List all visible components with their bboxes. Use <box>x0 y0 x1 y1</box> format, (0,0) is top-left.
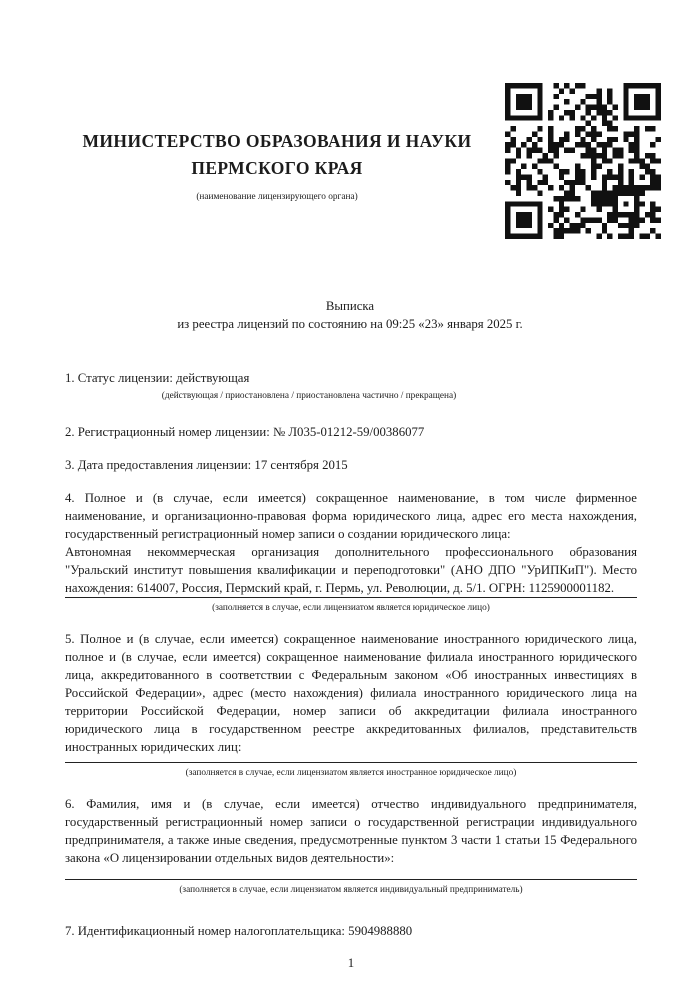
legal-entity-caption: (заполняется в случае, если лицензиатом является юридическое лицо) <box>212 603 490 613</box>
ministry-title-line1: МИНИСТЕРСТВО ОБРАЗОВАНИЯ И НАУКИ <box>82 131 472 151</box>
legal-entity-heading: 4. Полное и (в случае, если имеется) сокращенное наименование, в том числе фирменное наименование, и организационно-правовая форма юридического лица, адрес его места нахождения, государственный регистрационный номер записи о создании юридического лица: <box>65 491 637 541</box>
grant-date: 3. Дата предоставления лицензии: 17 сентября 2015 <box>65 458 348 472</box>
fill-line-entrepreneur <box>65 879 637 880</box>
license-status: 1. Статус лицензии: действующая <box>65 371 250 385</box>
legal-entity-details: Автономная некоммерческая организация дополнительного профессионального образования "Уральский институт повышения квалификации и переподготовки" (АНО ДПО "УрИПКиП"). Место нахождения: 614007, Россия, Пермский край, г. Пермь, ул. Революции, д. 5/1. ОГРН: 1125900001182. <box>65 545 637 595</box>
ministry-header <box>65 0 489 203</box>
registration-number: 2. Регистрационный номер лицензии: № Л035-01212-59/00386077 <box>65 425 425 439</box>
document-title <box>0 297 700 333</box>
document-title-line1: Выписка <box>325 299 375 313</box>
foreign-entity-caption: (заполняется в случае, если лицензиатом является иностранное юридическое лицо) <box>185 768 517 778</box>
entrepreneur-heading: 6. Фамилия, имя и (в случае, если имеется) отчество индивидуального предпринимателя, государственный регистрационный номер записи о государственной регистрации индивидуального предпринимателя, а также иные сведения, предусмотренные пунктом 3 части 1 статьи 15 Федерального закона «О лицензировании отдельных видов деятельности»: <box>65 797 637 865</box>
ministry-title-line2: ПЕРМСКОГО КРАЯ <box>191 158 363 178</box>
fill-line-foreign-entity <box>65 762 637 763</box>
status-options-caption: (действующая / приостановлена / приостановлена частично / прекращена) <box>161 391 457 401</box>
taxpayer-id: 7. Идентификационный номер налогоплательщика: 5904988880 <box>65 924 413 938</box>
document-body <box>65 369 637 972</box>
ministry-subtitle: (наименование лицензирующего органа) <box>196 192 358 202</box>
document-title-line2: из реестра лицензий по состоянию на 09:25 «23» января 2025 г. <box>177 317 523 331</box>
fill-line-legal-entity <box>65 597 637 598</box>
foreign-entity-heading: 5. Полное и (в случае, если имеется) сокращенное наименование иностранного юридического лица, полное и (в случае, если имеется) сокращенное наименование филиала иностранного юридического лица, аккредитованного в соответствии с Федеральным законом «Об иностранных инвестициях в Российской Федерации», адрес (место нахождения) филиала иностранного юридического лица на территории Российской Федерации, номер записи об аккредитации филиала иностранного юридического лица в государственном реестре аккредитованных филиалов, представительств иностранных юридических лиц: <box>65 632 637 754</box>
entrepreneur-caption: (заполняется в случае, если лицензиатом является индивидуальный предприниматель) <box>179 885 523 895</box>
page-number: 1 <box>347 956 355 970</box>
qr-code <box>505 83 661 239</box>
